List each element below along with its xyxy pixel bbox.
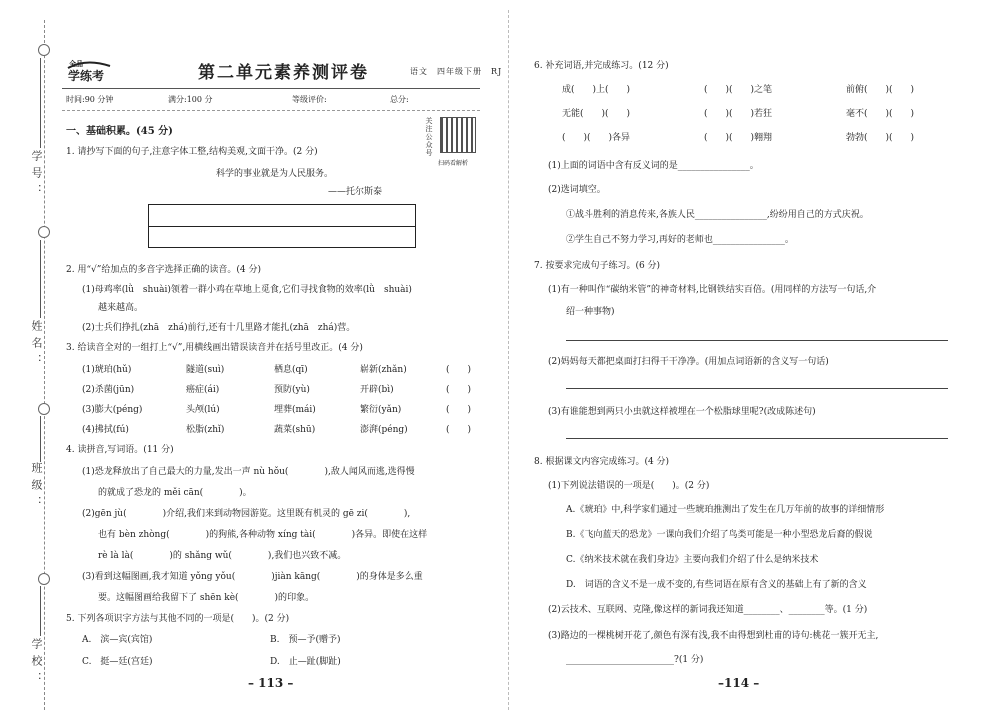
question-4-item-1-cont: 的就成了恐龙的 měi cān( )。 xyxy=(98,488,252,498)
student-id-label: 学号： xyxy=(30,150,43,201)
question-5-option-b[interactable]: B. 预—予(赠予) xyxy=(270,635,341,645)
pinyin-word: 崭新(zhǎn) xyxy=(360,365,407,375)
page-number-right: –114 – xyxy=(718,676,760,690)
binding-hole xyxy=(38,44,50,56)
question-4-item-2-cont: 也有 bèn zhòng( )的狗熊,各种动物 xíng tài( )各异。即使在这样 xyxy=(98,530,428,540)
score-info: 满分:100 分 xyxy=(168,95,213,104)
page-fold xyxy=(508,10,509,710)
question-1: 1. 请抄写下面的句子,注意字体工整,结构美观,文面干净。(2 分) xyxy=(66,147,318,157)
question-8-item-3-cont: ________________________?(1 分) xyxy=(566,655,704,665)
idiom-blank[interactable]: ( )( )各异 xyxy=(562,133,631,143)
idiom-blank[interactable]: 成( )上( ) xyxy=(562,85,631,95)
binding-hole xyxy=(38,573,50,585)
question-8-option-b[interactable]: B.《飞向蓝天的恐龙》一课向我们介绍了鸟类可能是一种小型恐龙后裔的假说 xyxy=(566,530,873,540)
question-6-sub-2b: ②学生自己不努力学习,再好的老师也________________。 xyxy=(566,235,794,245)
school-label: 学校： xyxy=(30,638,43,689)
idiom-blank[interactable]: 勃勃( )( ) xyxy=(846,133,915,143)
pinyin-word: 开辟(bì) xyxy=(360,385,394,395)
qr-code[interactable] xyxy=(440,117,476,153)
question-7-item-1-cont: 绍一种事物) xyxy=(566,307,615,317)
qr-caption: 扫码看解析 xyxy=(438,160,469,167)
question-2: 2. 用“√”给加点的多音字选择正确的读音。(4 分) xyxy=(66,265,261,275)
question-6: 6. 补充词语,并完成练习。(12 分) xyxy=(534,61,669,71)
question-8-option-a[interactable]: A.《琥珀》中,科学家们通过一些琥珀推测出了发生在几万年前的故事的详细情形 xyxy=(566,505,885,515)
pinyin-word: 埋葬(mái) xyxy=(274,405,316,415)
question-6-sub-2a: ①战斗胜利的消息传来,各族人民________________,纷纷用自己的方式庆祝。 xyxy=(566,210,869,220)
idiom-blank[interactable]: 前俯( )( ) xyxy=(846,85,915,95)
question-8-option-d[interactable]: D. 词语的含义不是一成不变的,有些词语在原有含义的基础上有了新的含义 xyxy=(566,580,867,590)
pinyin-word: (3)膨大(péng) xyxy=(82,405,143,415)
qr-label: 关注公众号 xyxy=(425,117,433,157)
publisher-logo xyxy=(66,56,112,84)
question-2-item-2: (2)士兵们挣扎(zhā zhá)前行,还有十几里路才能扎(zhā zhá)营。 xyxy=(82,323,356,333)
answer-paren[interactable]: ( ) xyxy=(446,405,472,415)
logo-main-text: 学练考 xyxy=(68,69,105,83)
page-number-left: – 113 – xyxy=(248,676,294,690)
copy-writing-box[interactable] xyxy=(148,204,416,248)
idiom-blank[interactable]: ( )( )之笔 xyxy=(704,85,773,95)
answer-paren[interactable]: ( ) xyxy=(446,385,472,395)
answer-line[interactable] xyxy=(566,438,948,439)
total-info: 总分: xyxy=(390,95,409,104)
question-8-item-1: (1)下列说法错误的一项是( )。(2 分) xyxy=(548,481,710,491)
question-3: 3. 给读音全对的一组打上“√”,用横线画出错误读音并在括号里改正。(4 分) xyxy=(66,343,363,353)
pinyin-word: 预防(yù) xyxy=(274,385,310,395)
grade-info: 等级评价: xyxy=(292,95,327,104)
question-5: 5. 下列各项识字方法与其他不同的一项是( )。(2 分) xyxy=(66,614,290,624)
answer-paren[interactable]: ( ) xyxy=(446,425,472,435)
page-title: 第二单元素养测评卷 xyxy=(198,63,369,83)
header-rule-dashed xyxy=(62,110,480,111)
question-8-option-c[interactable]: C.《纳米技术就在我们身边》主要向我们介绍了什么是纳米技术 xyxy=(566,555,819,565)
pinyin-word: 隧道(suì) xyxy=(186,365,225,375)
answer-paren[interactable]: ( ) xyxy=(446,365,472,375)
question-8: 8. 根据课文内容完成练习。(4 分) xyxy=(534,457,670,467)
idiom-blank[interactable]: ( )( )翱翔 xyxy=(704,133,773,143)
page-subtitle: 语文 四年级下册 RJ xyxy=(410,67,503,76)
pinyin-word: (2)杀菌(jūn) xyxy=(82,385,135,395)
question-7-item-2: (2)妈妈每天都把桌面打扫得干干净净。(用加点词语新的含义写一句话) xyxy=(548,357,829,367)
pinyin-word: 头颅(lú) xyxy=(186,405,220,415)
pinyin-word: 蔬菜(shū) xyxy=(274,425,316,435)
question-5-option-d[interactable]: D. 止—趾(脚趾) xyxy=(270,657,341,667)
question-8-item-3: (3)路边的一棵桃树开花了,颜色有深有浅,我不由得想到杜甫的诗句:桃花一簇开无主, xyxy=(548,631,879,641)
question-5-option-a[interactable]: A. 滨—宾(宾馆) xyxy=(82,635,153,645)
pinyin-word: 癌症(ái) xyxy=(186,385,220,395)
pinyin-word: 栖息(qī) xyxy=(274,365,308,375)
quote-author: ——托尔斯泰 xyxy=(328,187,383,197)
answer-line[interactable] xyxy=(566,388,948,389)
question-7-item-3: (3)有谁能想到两只小虫就这样被埋在一个松脂球里呢?(改成陈述句) xyxy=(548,407,816,417)
question-6-sub-1: (1)上面的词语中含有反义词的是________________。 xyxy=(548,161,759,171)
question-5-option-c[interactable]: C. 挺—廷(宫廷) xyxy=(82,657,153,667)
pinyin-word: 松脂(zhǐ) xyxy=(186,425,225,435)
binding-line xyxy=(44,20,45,710)
question-4-item-2-cont2: rè là là( )的 shǎng wǔ( ),我们也兴致不减。 xyxy=(98,551,347,561)
question-4: 4. 读拼音,写词语。(11 分) xyxy=(66,445,174,455)
name-line xyxy=(40,240,41,318)
pinyin-word: (1)琥珀(hǔ) xyxy=(82,365,132,375)
question-2-item-1: (1)母鸡率(lǜ shuài)领着一群小鸡在草地上觅食,它们寻找食物的效率(lǜ shuài) xyxy=(82,285,412,295)
student-id-line xyxy=(40,58,41,148)
school-line xyxy=(40,586,41,636)
logo-top-text: 全品 xyxy=(69,60,83,68)
class-label: 班级： xyxy=(30,462,43,513)
pinyin-word: 繁衍(yǎn) xyxy=(360,405,402,415)
time-info: 时间:90 分钟 xyxy=(66,95,114,104)
answer-line[interactable] xyxy=(566,340,948,341)
question-2-item-1-cont: 越来越高。 xyxy=(98,303,144,313)
pinyin-word: 澎湃(péng) xyxy=(360,425,408,435)
binding-hole xyxy=(38,226,50,238)
section-heading: 一、基础积累。(45 分) xyxy=(66,126,173,137)
question-7-item-1: (1)有一种叫作“碳纳米管”的神奇材料,比钢铁结实百倍。(用同样的方法写一句话,介 xyxy=(548,285,877,295)
question-4-item-1: (1)恐龙释放出了自己最大的力量,发出一声 nù hǒu( ),敌人闻风而逃,选得慢 xyxy=(82,467,415,477)
question-4-item-3-cont: 要。这幅图画给我留下了 shēn kè( )的印象。 xyxy=(98,593,315,603)
idiom-blank[interactable]: ( )( )若狂 xyxy=(704,109,773,119)
question-6-sub-2: (2)选词填空。 xyxy=(548,185,606,195)
quote-text: 科学的事业就是为人民服务。 xyxy=(216,169,334,179)
question-8-item-2: (2)云技术、互联网、克隆,像这样的新词我还知道________、________等。(1 分) xyxy=(548,605,868,615)
binding-hole xyxy=(38,403,50,415)
question-4-item-2: (2)gēn jù( )介绍,我们来到动物园游览。这里既有机灵的 gē zi( ), xyxy=(82,509,411,519)
idiom-blank[interactable]: 无能( )( ) xyxy=(562,109,631,119)
name-label: 姓名： xyxy=(30,320,43,371)
question-7: 7. 按要求完成句子练习。(6 分) xyxy=(534,261,661,271)
idiom-blank[interactable]: 毫不( )( ) xyxy=(846,109,915,119)
question-4-item-3: (3)看到这幅图画,我才知道 yǒng yǒu( )jiàn kāng( )的身体是多么重 xyxy=(82,572,423,582)
header-rule xyxy=(62,88,480,89)
pinyin-word: (4)拂拭(fú) xyxy=(82,425,129,435)
